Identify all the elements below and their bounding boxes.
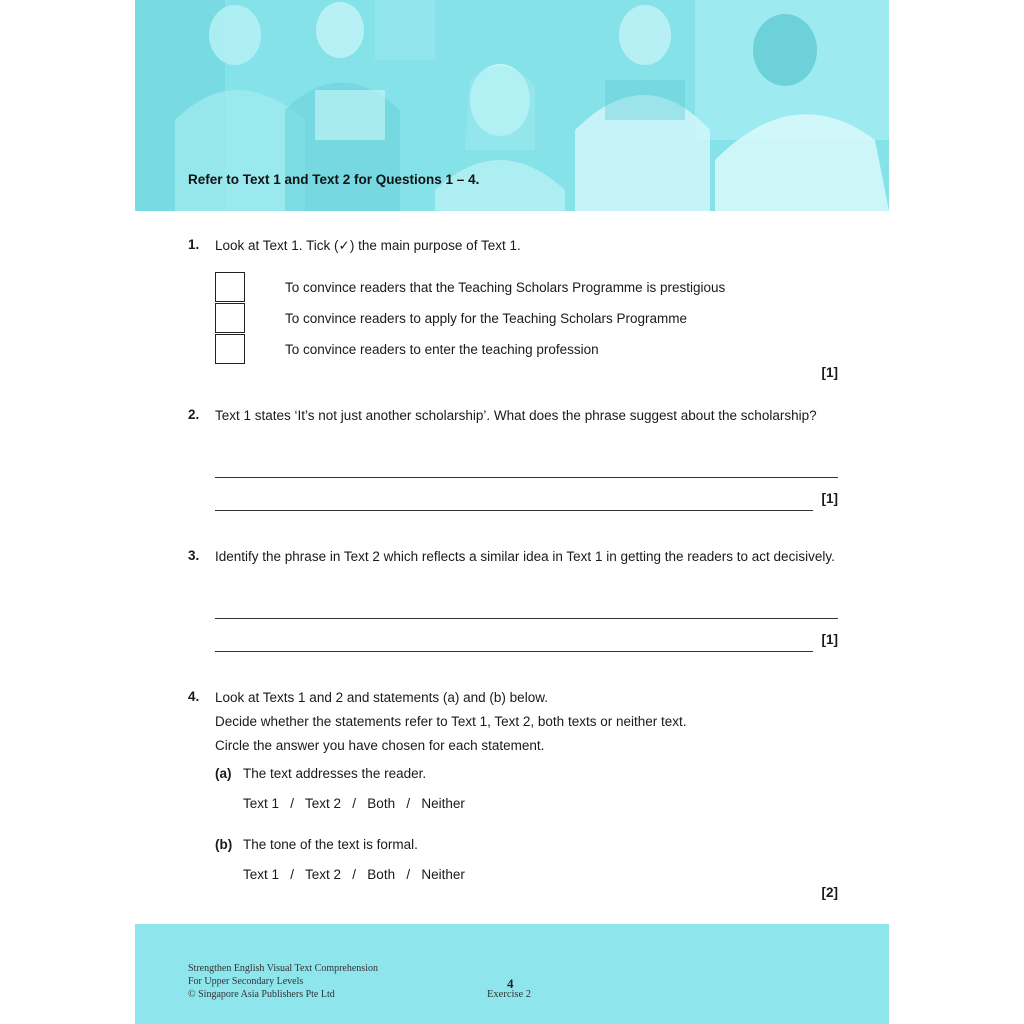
- worksheet-page: [135, 0, 889, 1024]
- statement-a-label: (a): [215, 766, 232, 781]
- option-3-label: To convince readers to enter the teaching profession: [285, 342, 599, 357]
- answer-line[interactable]: [215, 510, 813, 511]
- statement-b-choices[interactable]: Text 1 / Text 2 / Both / Neither: [243, 867, 465, 882]
- publisher-credits: [188, 962, 378, 1001]
- option-2-checkbox[interactable]: [215, 303, 245, 333]
- statement-b-label: (b): [215, 837, 233, 852]
- answer-line[interactable]: [215, 477, 838, 478]
- footer-band: [135, 924, 889, 1024]
- statement-a-choices[interactable]: Text 1 / Text 2 / Both / Neither: [243, 796, 465, 811]
- question-4-mark: [2]: [821, 885, 838, 900]
- option-1-label: To convince readers that the Teaching Scholars Programme is prestigious: [285, 280, 726, 295]
- question-4-line-2: Decide whether the statements refer to Text 1, Text 2, both texts or neither text.: [215, 714, 687, 729]
- question-2-text: Text 1 states ‘It’s not just another scholarship’. What does the phrase suggest about the scholarship?: [215, 408, 817, 423]
- question-3-text: Identify the phrase in Text 2 which reflects a similar idea in Text 1 in getting the readers to act decisively.: [215, 549, 835, 564]
- book-title: Strengthen English Visual Text Comprehension: [188, 963, 378, 974]
- statement-b-text: The tone of the text is formal.: [243, 837, 418, 852]
- question-3-number: 3.: [188, 548, 200, 563]
- question-4-line-1: Look at Texts 1 and 2 and statements (a) and (b) below.: [215, 690, 548, 705]
- copyright: © Singapore Asia Publishers Pte Ltd: [188, 989, 335, 1000]
- option-3-checkbox[interactable]: [215, 334, 245, 364]
- statement-a-text: The text addresses the reader.: [243, 766, 427, 781]
- answer-line[interactable]: [215, 651, 813, 652]
- question-3-mark: [1]: [821, 632, 838, 647]
- answer-line[interactable]: [215, 618, 838, 619]
- question-2-mark: [1]: [821, 491, 838, 506]
- section-instruction: Refer to Text 1 and Text 2 for Questions 1 – 4.: [188, 172, 480, 187]
- option-1-checkbox[interactable]: [215, 272, 245, 302]
- page-number: 4: [507, 976, 514, 991]
- exercise-label: Exercise 2: [487, 989, 532, 1000]
- question-4-number: 4.: [188, 689, 200, 704]
- header-photo-band: [135, 0, 889, 211]
- question-1-text: Look at Text 1. Tick (✓) the main purpose of Text 1.: [215, 238, 521, 253]
- question-2-number: 2.: [188, 407, 200, 422]
- question-4-line-3: Circle the answer you have chosen for each statement.: [215, 738, 545, 753]
- book-level: For Upper Secondary Levels: [188, 976, 304, 987]
- option-2-label: To convince readers to apply for the Teaching Scholars Programme: [285, 311, 687, 326]
- question-1-number: 1.: [188, 237, 200, 252]
- question-1-mark: [1]: [821, 365, 838, 380]
